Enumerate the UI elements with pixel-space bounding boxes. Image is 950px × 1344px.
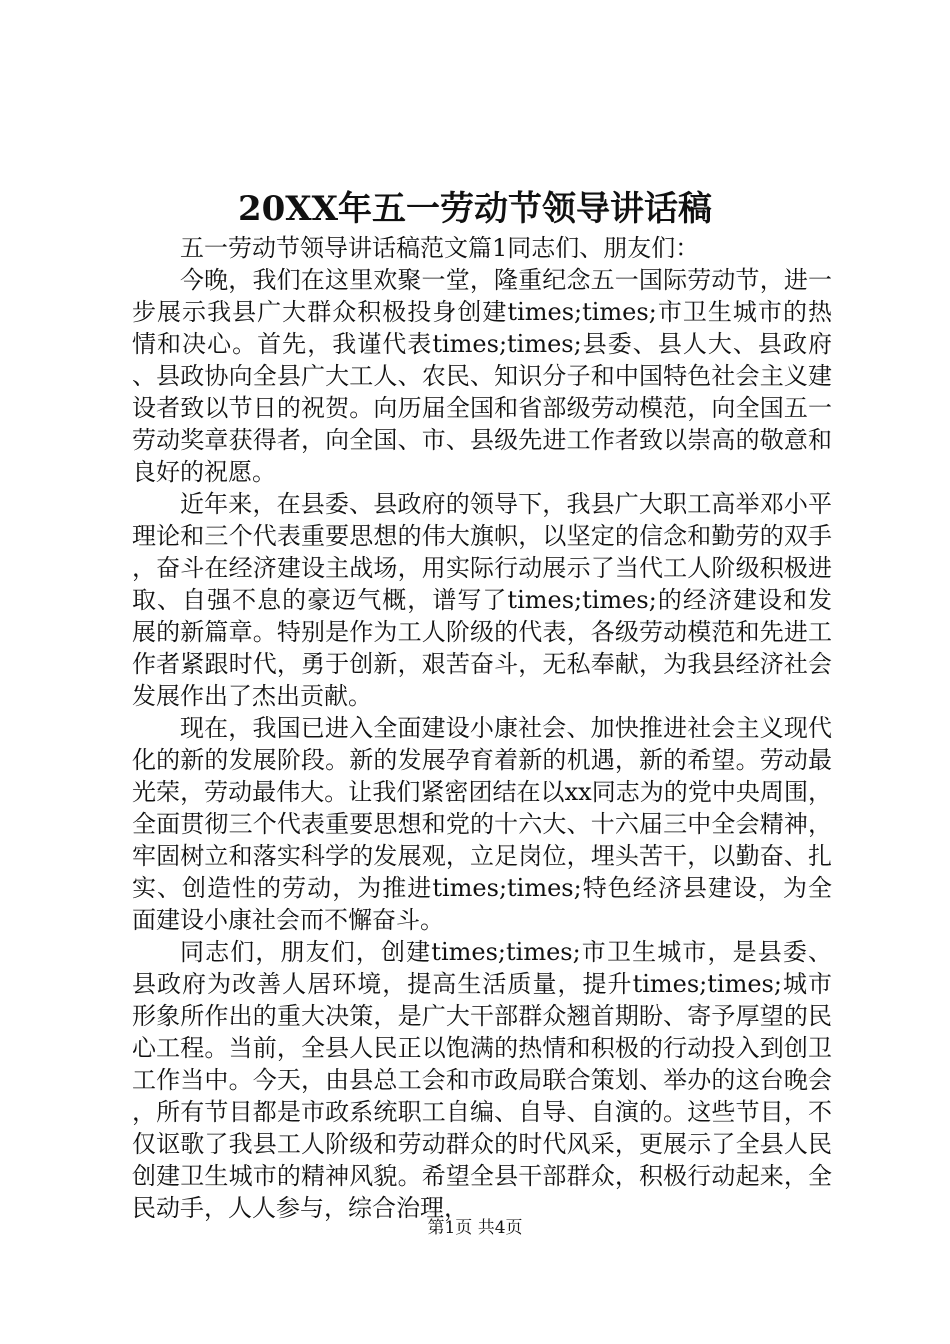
document-body [132, 232, 832, 1224]
page-footer: 第1页 共4页 [427, 1218, 523, 1238]
document-title: 20XX年五一劳动节领导讲话稿 [237, 189, 713, 229]
paragraph-1: 五一劳动节领导讲话稿范文篇1同志们、朋友们： [180, 234, 700, 262]
paragraph-5: 同志们，朋友们，创建times;times;市卫生城市，是县委、县政府为改善人居环境，提高生活质量，提升times;times;城市形象所作出的重大决策，是广大干部群众翘首期盼、寄予厚望的民心工程。当前，全县人民正以饱满的热情和积极的行动投入到创卫工作当中。今天，由县总工会和市政局联合策划、举办的这台晚会，所有节目都是市政系统职工自编、自导、自演的。这些节目，不仅讴歌了我县工人阶级和劳动群众的时代风采，更展示了全县人民创建卫生城市的精神风貌。希望全县干部群众，积极行动起来，全民动手，人人参与，综合治理， [132, 938, 832, 1222]
paragraph-2: 今晚，我们在这里欢聚一堂，隆重纪念五一国际劳动节，进一步展示我县广大群众积极投身创建times;times;市卫生城市的热情和决心。首先，我谨代表times;times;县委、县人大、县政府、县政协向全县广大工人、农民、知识分子和中国特色社会主义建设者致以节日的祝贺。向历届全国和省部级劳动模范，向全国五一劳动奖章获得者，向全国、市、县级先进工作者致以崇高的敬意和良好的祝愿。 [132, 266, 832, 486]
paragraph-4: 现在，我国已进入全面建设小康社会、加快推进社会主义现代化的新的发展阶段。新的发展孕育着新的机遇，新的希望。劳动最光荣，劳动最伟大。让我们紧密团结在以xx同志为的党中央周围，全面贯彻三个代表重要思想和党的十六大、十六届三中全会精神，牢固树立和落实科学的发展观，立足岗位，埋头苦干，以勤奋、扎实、创造性的劳动，为推进times;times;特色经济县建设，为全面建设小康社会而不懈奋斗。 [132, 714, 832, 934]
paragraph-3: 近年来，在县委、县政府的领导下，我县广大职工高举邓小平理论和三个代表重要思想的伟大旗帜，以坚定的信念和勤劳的双手，奋斗在经济建设主战场，用实际行动展示了当代工人阶级积极进取、自强不息的豪迈气概，谱写了times;times;的经济建设和发展的新篇章。特别是作为工人阶级的代表，各级劳动模范和先进工作者紧跟时代，勇于创新，艰苦奋斗，无私奉献，为我县经济社会发展作出了杰出贡献。 [132, 490, 832, 710]
